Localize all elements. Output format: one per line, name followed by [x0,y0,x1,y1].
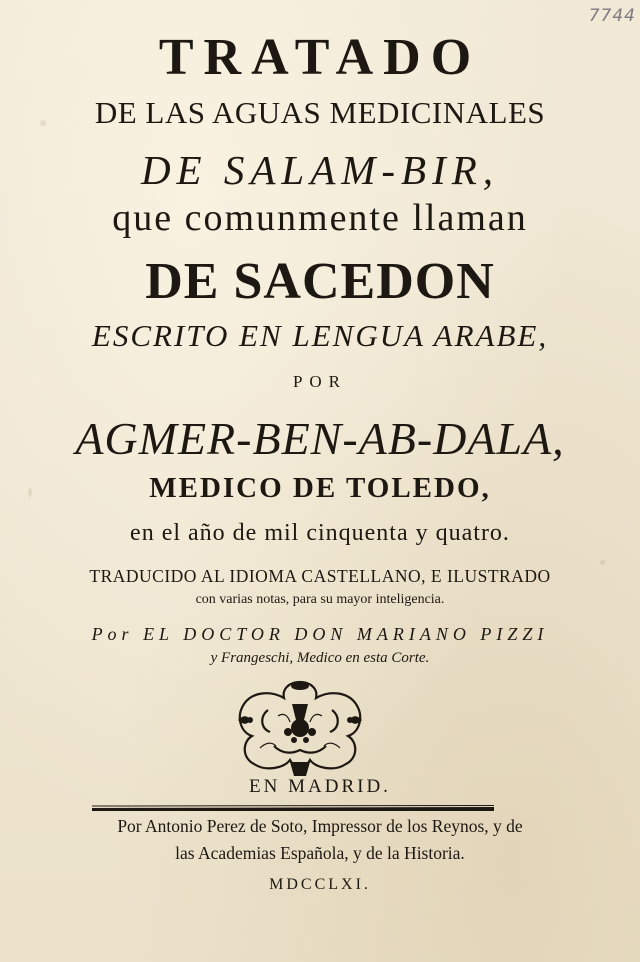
decorative-rule [92,805,494,813]
title-by: POR [292,372,348,391]
publication-year: MDCCLXI. [269,876,371,893]
author-name: AGMER-BEN-AB-DALA, [75,413,565,464]
title-sacedon: DE SACEDON [145,253,495,310]
translator-detail: y Frangeschi, Medico en esta Corte. [210,650,430,666]
translation-note-detail: con varias notas, para su mayor inteligencia. [195,592,445,607]
translation-note: TRADUCIDO AL IDIOMA CASTELLANO, E ILUSTRADO [89,566,551,586]
title-subtitle: DE LAS AGUAS MEDICINALES [94,95,546,130]
place-of-printing: EN MADRID. [249,776,391,797]
shelfmark-number: 7744 [588,6,636,26]
translator-name: Por EL DOCTOR DON MARIANO PIZZI [91,624,549,644]
printer-line: Por Antonio Perez de Soto, Impressor de los Reynos, y de [117,816,523,836]
title-commonly-called: que comunmente llaman [112,197,528,239]
author-date: en el año de mil cinquenta y quatro. [130,520,510,546]
title-place-name: DE SALAM-BIR, [140,147,500,193]
printer-line-academies: las Academias Española, y de la Historia. [175,843,465,863]
title-main: TRATADO [158,29,482,86]
author-title: MEDICO DE TOLEDO, [149,472,491,504]
title-written-in-arabic: ESCRITO EN LENGUA ARABE, [91,318,549,353]
paper-spot [600,560,605,565]
printers-ornament-icon [230,676,370,780]
